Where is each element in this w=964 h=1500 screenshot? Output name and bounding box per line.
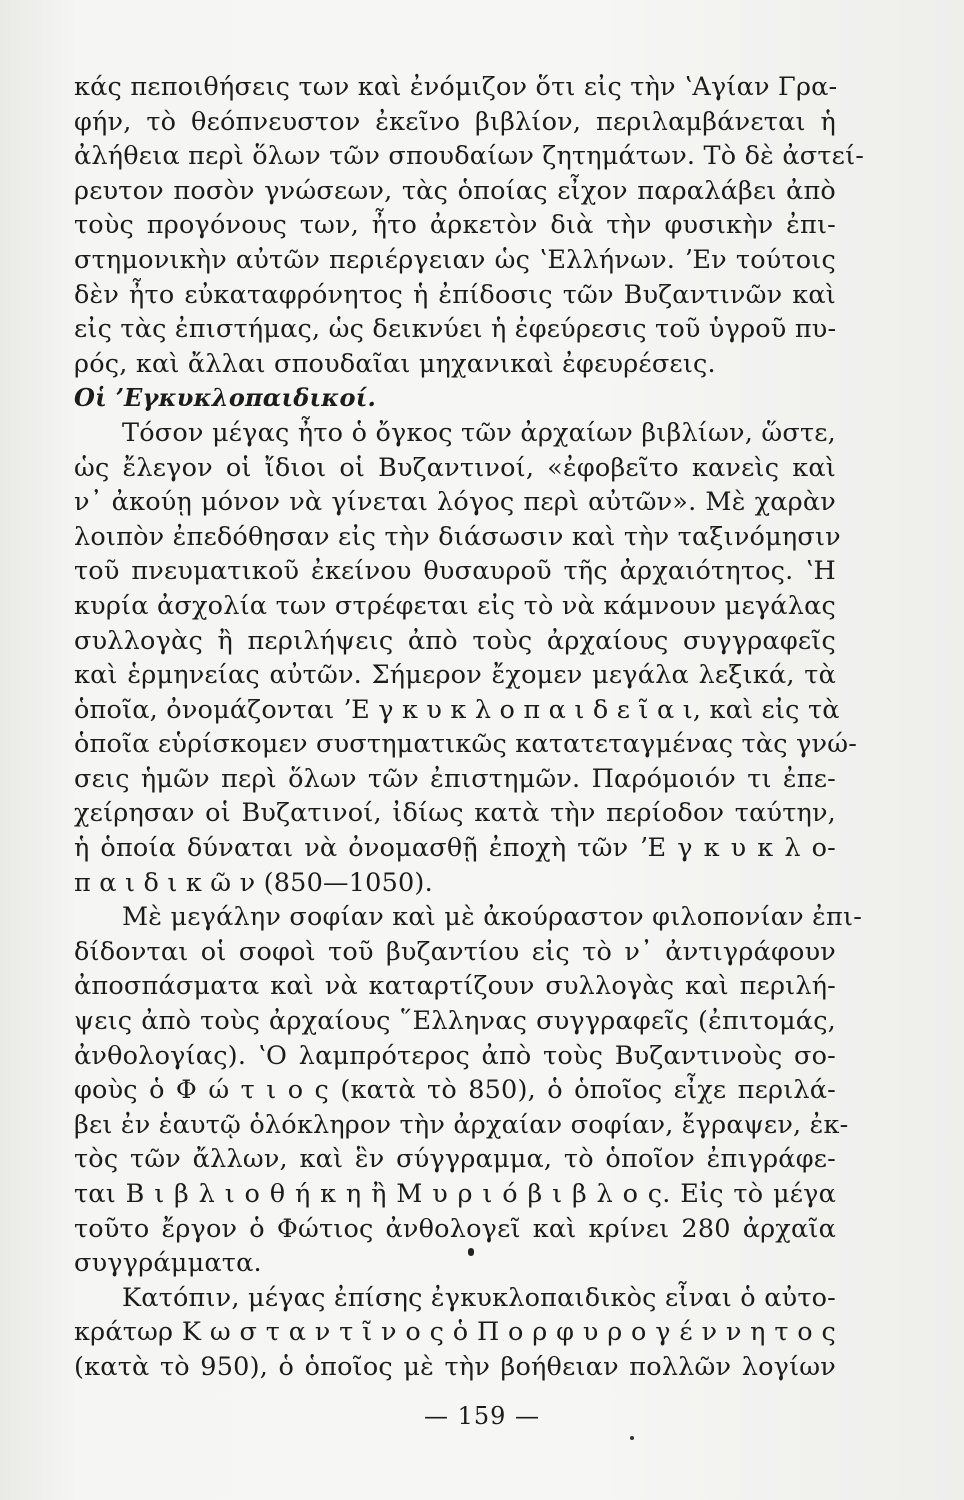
text-line: λοιπὸν ἐπεδόθησαν εἰς τὴν διάσωσιν καὶ τὴν ταξινόμησιν bbox=[74, 521, 841, 552]
text-line: φήν, τὸ θεόπνευστον ἐκεῖνο βιβλίον, περιλαμβάνεται ἡ bbox=[74, 106, 836, 137]
text-line: ἀλήθεια περὶ ὅλων τῶν σπουδαίων ζητημάτων. Τὸ δὲ ἀστεί- bbox=[74, 141, 865, 172]
text-line: τοῦτο ἔργον ὁ Φώτιος ἀνθολογεῖ καὶ κρίνει 280 ἀρχαῖα bbox=[74, 1213, 836, 1244]
text-line: συλλογὰς ἢ περιλήψεις ἀπὸ τοὺς ἀρχαίους συγγραφεῖς bbox=[74, 625, 836, 656]
text-line: δίδονται οἱ σοφοὶ τοῦ βυζαντίου εἰς τὸ ν᾽ ἀντιγράφουν bbox=[74, 936, 836, 967]
text-line: ἀνθολογίας). ʽΟ λαμπρότερος ἀπὸ τοὺς Βυζαντινοὺς σο- bbox=[74, 1040, 836, 1071]
text-line: συγγράμματα. bbox=[74, 1248, 262, 1279]
text-line: π α ι δ ι κ ῶ ν (850—1050). bbox=[74, 867, 433, 898]
ink-speck bbox=[630, 1436, 634, 1440]
text-line: ὡς ἔλεγον οἱ ἴδιοι οἱ Βυζαντινοί, «ἐφοβεῖτο κανεὶς καὶ bbox=[74, 452, 836, 483]
text-line: (κατὰ τὸ 950), ὁ ὁποῖος μὲ τὴν βοήθειαν πολλῶν λογίων bbox=[74, 1351, 836, 1382]
text-line: τοὺς προγόνους των, ἦτο ἀρκετὸν διὰ τὴν φυσικὴν ἐπι- bbox=[74, 210, 836, 241]
text-line: τοῦ πνευματικοῦ ἐκείνου θυσαυροῦ τῆς ἀρχαιότητος. ʽΗ bbox=[74, 556, 836, 587]
text-line: Κατόπιν, μέγας ἐπίσης ἐγκυκλοπαιδικὸς εἶναι ὁ αὐτο- bbox=[122, 1282, 836, 1313]
text-line: κάς πεποιθήσεις των καὶ ἐνόμιζον ὅτι εἰς τὴν ʽΑγίαν Γρα- bbox=[74, 72, 838, 102]
text-line: στημονικὴν αὐτῶν περιέργειαν ὡς ʽΕλλήνων. ʼΕν τούτοις bbox=[74, 244, 836, 275]
text-line: καὶ ἑρμηνείας αὐτῶν. Σήμερον ἔχομεν μεγάλα λεξικά, τὰ bbox=[74, 660, 836, 691]
text-line: κυρία ἀσχολία των στρέφεται εἰς τὸ νὰ κάμνουν μεγάλας bbox=[74, 590, 836, 621]
text-line: χείρησαν οἱ Βυζατινοί, ἰδίως κατὰ τὴν περίοδον ταύτην, bbox=[74, 798, 836, 829]
text-line: ρός, καὶ ἄλλαι σπουδαῖαι μηχανικαὶ ἐφευρέσεις. bbox=[74, 348, 716, 379]
text-line: ψεις ἀπὸ τοὺς ἀρχαίους ῞Ελληνας συγγραφεῖς (ἐπιτομάς, bbox=[74, 1006, 836, 1037]
text-line: κράτωρ Κ ω σ τ α ν τ ῖ ν ο ς ὁ Π ο ρ φ υ ρ ο γ έ ν ν η τ ο ς bbox=[74, 1317, 836, 1348]
text-line: ρευτον ποσὸν γνώσεων, τὰς ὁποίας εἶχον παραλάβει ἀπὸ bbox=[74, 175, 836, 206]
ink-speck bbox=[468, 1248, 474, 1256]
body-text bbox=[74, 70, 865, 1385]
text-line: Τόσον μέγας ἦτο ὁ ὄγκος τῶν ἀρχαίων βιβλίων, ὥστε, bbox=[122, 417, 836, 448]
text-line: σεις ἡμῶν περὶ ὅλων τῶν ἐπιστημῶν. Παρόμοιόν τι ἐπε- bbox=[74, 763, 836, 794]
text-line: ν᾽ ἀκούῃ μόνον νὰ γίνεται λόγος περὶ αὐτῶν». Μὲ χαρὰν bbox=[74, 487, 836, 518]
text-line: εἰς τὰς ἐπιστήμας, ὡς δεικνύει ἡ ἐφεύρεσις τοῦ ὑγροῦ πυ- bbox=[74, 314, 837, 345]
text-line: ται Β ι β λ ι ο θ ή κ η ἢ Μ υ ρ ι ό β ι β λ ο ς. Εἰς τὸ μέγα bbox=[74, 1179, 836, 1209]
text-line: τὸς τῶν ἄλλων, καὶ ἓν σύγγραμμα, τὸ ὁποῖον ἐπιγράφε- bbox=[74, 1144, 836, 1175]
text-line: φοὺς ὁ Φ ώ τ ι ο ς (κατὰ τὸ 850), ὁ ὁποῖος εἶχε περιλά- bbox=[74, 1075, 836, 1106]
page-number: — 159 — bbox=[423, 1402, 541, 1430]
text-line: ὁποῖα εὑρίσκομεν συστηματικῶς κατατεταγμένας τὰς γνώ- bbox=[74, 729, 858, 760]
text-line: βει ἐν ἑαυτῷ ὁλόκληρον τὴν ἀρχαίαν σοφίαν, ἔγραψεν, ἐκ- bbox=[74, 1109, 849, 1140]
text-line: Μὲ μεγάλην σοφίαν καὶ μὲ ἀκούραστον φιλοπονίαν ἐπι- bbox=[122, 902, 863, 933]
text-line: ἡ ὁποία δύναται νὰ ὀνομασθῇ ἐποχὴ τῶν ʼΕ γ κ υ κ λ ο- bbox=[74, 833, 836, 864]
text-line: ἀποσπάσματα καὶ νὰ καταρτίζουν συλλογὰς καὶ περιλή- bbox=[74, 971, 836, 1002]
section-heading: Οἱ ʼΕγκυκλοπαιδικοί. bbox=[74, 383, 377, 413]
text-line: ὁποῖα, ὀνομάζονται ʼΕ γ κ υ κ λ ο π α ι δ ε ῖ α ι, καὶ εἰς τὰ bbox=[74, 694, 840, 725]
text-line: δὲν ἦτο εὐκαταφρόνητος ἡ ἐπίδοσις τῶν Βυζαντινῶν καὶ bbox=[74, 279, 836, 310]
